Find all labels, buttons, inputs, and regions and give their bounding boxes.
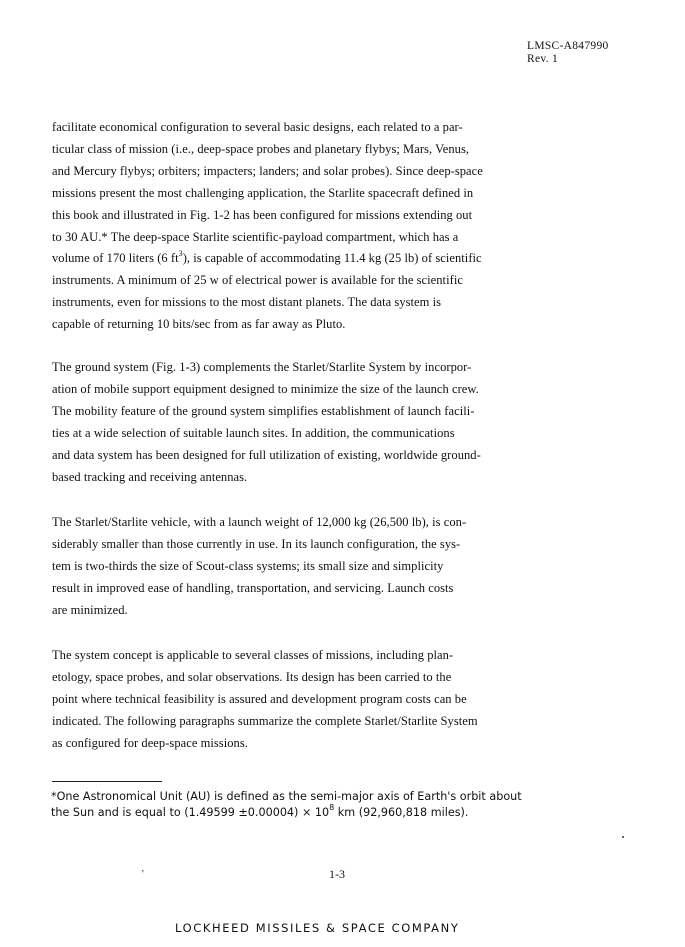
text-line: indicated. The following paragraphs summarize the complete Starlet/Starlite System (52, 713, 478, 728)
text-line: ties at a wide selection of suitable launch sites. In addition, the communications (52, 425, 455, 440)
text-line: based tracking and receiving antennas. (52, 469, 248, 484)
text-line: The Starlet/Starlite vehicle, with a launch weight of 12,000 kg (26,500 lb), is con- (52, 515, 467, 529)
text-line: etology, space probes, and solar observations. Its design has been carried to the (52, 669, 452, 684)
text-line: siderably smaller than those currently in use. In its launch configuration, the sys- (52, 536, 461, 551)
paragraph-2 (52, 357, 640, 488)
text-line: tem is two-thirds the size of Scout-class systems; its small size and simplicity (52, 558, 444, 573)
paragraph-4 (52, 645, 640, 755)
paragraph-1 (52, 117, 640, 336)
footnote (51, 789, 641, 821)
superscript: 3 (178, 249, 183, 259)
stray-mark: ' (142, 869, 144, 880)
footnote-line-with-superscript: the Sun and is equal to $(1.49599 \pm 0.00004) \times 10^8$ km (92,960,818 miles). (51, 803, 469, 819)
text-line: The system concept is applicable to several classes of missions, including plan- (52, 648, 454, 662)
footnote-divider (52, 781, 162, 782)
company-footer: LOCKHEED MISSILES & SPACE COMPANY (175, 921, 460, 935)
doc-revision: Rev. 1 (527, 53, 559, 65)
page-number: 1-3 (329, 867, 345, 881)
text-line: instruments. A minimum of 25 w of electrical power is available for the scientific (52, 273, 463, 288)
text-line: The ground system (Fig. 1-3) complements the Starlet/Starlite System by incorpor- (52, 360, 472, 374)
text-line-with-superscript: volume of 170 liters (6 $ft^3$), is capable of accommodating 11.4 kg (25 lb) of scientific (52, 249, 482, 266)
text-line: ation of mobile support equipment designed to minimize the size of the launch crew. (52, 381, 479, 396)
stray-dot (622, 836, 624, 838)
text-line: result in improved ease of handling, transportation, and servicing. Launch costs (52, 580, 454, 595)
text-line: as configured for deep-space missions. (52, 735, 248, 750)
text-line: this book and illustrated in Fig. 1-2 has been configured for missions extending out (52, 207, 473, 222)
text-line: ticular class of mission (i.e., deep-space probes and planetary flybys; Mars, Venus, (52, 141, 470, 156)
document-id (527, 40, 609, 66)
text-line: to 30 AU.* The deep-space Starlite scientific-payload compartment, which has a (52, 229, 459, 244)
text-line: facilitate economical configuration to several basic designs, each related to a par- (52, 120, 463, 134)
text-line: capable of returning 10 bits/sec from as far away as Pluto. (52, 317, 346, 332)
superscript: 8 (329, 803, 335, 813)
text-line: The mobility feature of the ground system simplifies establishment of launch facili- (52, 403, 475, 418)
text-line: and data system has been designed for full utilization of existing, worldwide ground- (52, 447, 481, 462)
paragraph-3 (52, 512, 640, 622)
text-line: point where technical feasibility is assured and development program costs can be (52, 691, 467, 706)
doc-number: LMSC-A847990 (527, 40, 609, 52)
text-line: missions present the most challenging application, the Starlite spacecraft defined in (52, 185, 474, 200)
text-line: are minimized. (52, 602, 128, 617)
text-line: instruments, even for missions to the most distant planets. The data system is (52, 295, 442, 310)
text-line: and Mercury flybys; orbiters; impacters; landers; and solar probes). Since deep-space (52, 163, 483, 178)
footnote-line: *One Astronomical Unit (AU) is defined as the semi-major axis of Earth's orbit about (51, 790, 522, 803)
